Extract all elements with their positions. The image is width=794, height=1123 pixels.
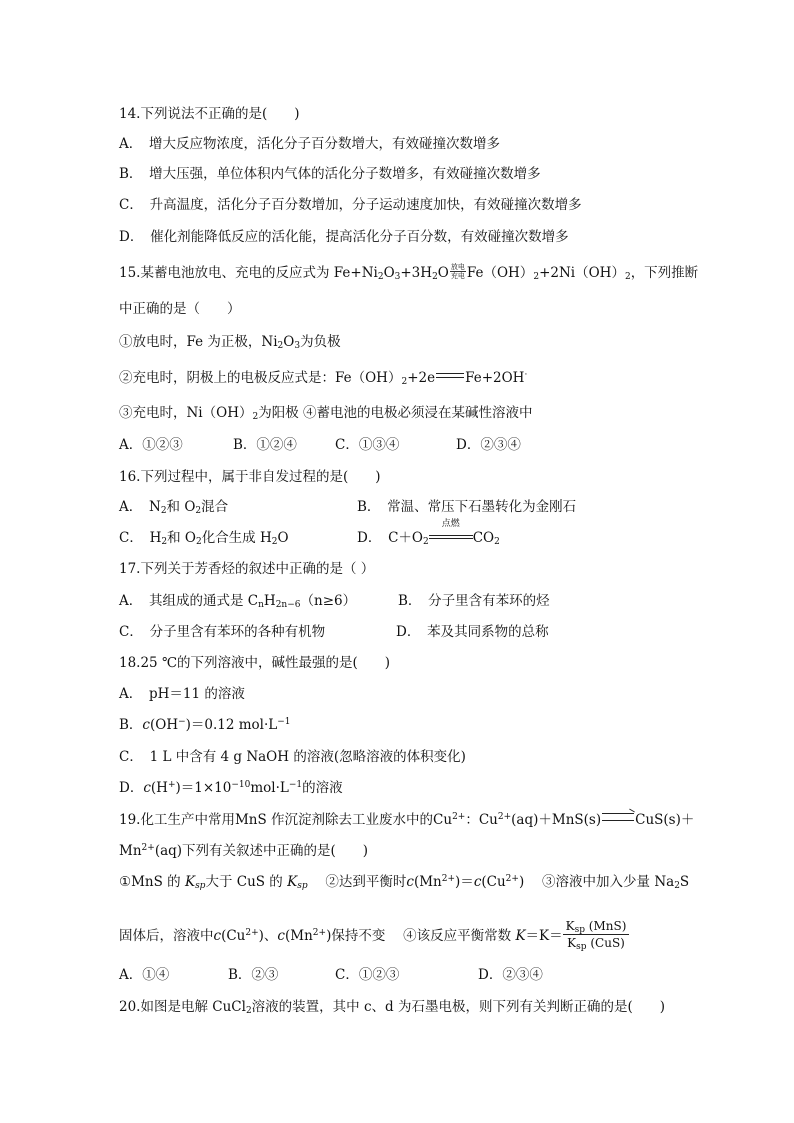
equals-arrow xyxy=(436,373,464,378)
q15-stem: 15.某蓄电池放电、充电的反应式为 $Fe+Ni_2O_3+3H_2O$ 放电 充电 $Fe(OH)_2+2Ni(OH)_2$，下列推断 xyxy=(119,263,699,282)
q16-option-c: C． $H_2$和 $O_2$化合生成 $H_2O$ xyxy=(119,530,289,547)
q16-option-d: D． $C+O_2$ 点燃 $CO_2$ xyxy=(357,519,500,547)
q18-option-d: D．$c(H^+)=1\times 10^{-10}mol\cdot L^{-1}$的溶液 xyxy=(119,780,343,796)
q15-option-c: C．①③④ xyxy=(335,437,400,453)
q14-option-c: C． 升高温度，活化分子百分数增加，分子运动速度加快，有效碰撞次数增多 xyxy=(119,197,582,213)
q16-stem: 16.下列过程中，属于非自发过程的是( ) xyxy=(119,469,381,485)
q19-option-c: C．①②③ xyxy=(335,967,400,983)
q17-option-d: D． 苯及其同系物的总称 xyxy=(396,624,549,640)
q17-stem: 17.下列关于芳香烃的叙述中正确的是（ ） xyxy=(119,561,375,577)
equilibrium-arrow xyxy=(602,813,634,821)
q19-option-d: D．②③④ xyxy=(478,967,543,983)
q17-option-a: A． 其组成的通式是 $C_nH_{2n-6}(n\ge 6)$ xyxy=(119,593,357,610)
q16-option-b: B． 常温、常压下石墨转化为金刚石 xyxy=(357,499,577,515)
q19-stem-cont: $Mn^{2+}(aq)$下列有关叙述中正确的是( ) xyxy=(119,843,369,859)
q19-items-row2: 固体后，溶液中$c(Cu^{2+})$、$c(Mn^{2+})$保持不变 ④该反应平衡常数 K＝K＝ $\frac{K_{sp} (MnS)}{K_{sp} (CuS)}$ xyxy=(119,921,629,952)
q17-option-b: B． 分子里含有苯环的烃 xyxy=(398,593,550,609)
q19-option-b: B．②③ xyxy=(228,967,279,983)
q15-item-2: ②充电时，阴极上的电极反应式是：$Fe(OH)_2+2e$ Fe+2OH· xyxy=(119,370,528,387)
q15-option-a: A．①②③ xyxy=(119,437,183,453)
q14-option-d: D． 催化剂能降低反应的活化能，提高活化分子百分数，有效碰撞次数增多 xyxy=(119,229,569,245)
reaction-condition-arrow: 放电 充电 xyxy=(450,263,465,280)
q18-option-a: A． pH＝11 的溶液 xyxy=(119,686,245,702)
ignition-condition: 点燃 xyxy=(429,530,473,546)
q14-option-b: B． 增大压强，单位体积内气体的活化分子数增多，有效碰撞次数增多 xyxy=(119,166,541,182)
q16-option-a: A． $N_2$和 $O_2$混合 xyxy=(119,499,229,516)
q18-option-c: C． 1 L 中含有 4 g NaOH 的溶液(忽略溶液的体积变化) xyxy=(119,749,466,765)
q15-option-b: B．①②④ xyxy=(233,437,297,453)
ksp-fraction: $\frac{K_{sp} (MnS)}{K_{sp} (CuS)}$ xyxy=(563,919,630,950)
q14-option-a: A． 增大反应物浓度，活化分子百分数增大，有效碰撞次数增多 xyxy=(119,136,500,152)
q18-stem: 18.25 ℃的下列溶液中，碱性最强的是( ) xyxy=(119,655,391,671)
q19-option-a: A．①④ xyxy=(119,967,170,983)
q15-stem-cont: 中正确的是（ ） xyxy=(119,301,241,317)
q20-stem: 20.如图是电解 CuCl$_2$溶液的装置，其中 c、d 为石墨电极，则下列有关判断正确的是( ) xyxy=(119,999,665,1016)
q15-option-d: D．②③④ xyxy=(456,437,521,453)
q19-items-row1: ①MnS 的 $K_{sp}$大于 CuS 的 $K_{sp}$ ②达到平衡时$c(Mn^{2+})=c(Cu^{2+})$ ③溶液中加入少量 $Na_2S$ xyxy=(119,874,690,891)
q17-option-c: C． 分子里含有苯环的各种有机物 xyxy=(119,624,326,640)
q15-item-3: ③充电时，$Ni(OH)_2$为阳极 ④蓄电池的电极必须浸在某碱性溶液中 xyxy=(119,405,533,422)
q18-option-b: B．c(OH−)＝0.12 $mol\cdot L^{-1}$ xyxy=(119,717,291,733)
q19-stem: 19.化工生产中常用MnS 作沉淀剂除去工业废水中的$Cu^{2+}$：$Cu^{2+}(aq)+MnS(s)$ CuS(s)＋ xyxy=(119,812,695,828)
q15-item-1: ①放电时，Fe 为正极，$Ni_2O_3$为负极 xyxy=(119,334,341,351)
q14-stem: 14.下列说法不正确的是( ) xyxy=(119,106,300,122)
